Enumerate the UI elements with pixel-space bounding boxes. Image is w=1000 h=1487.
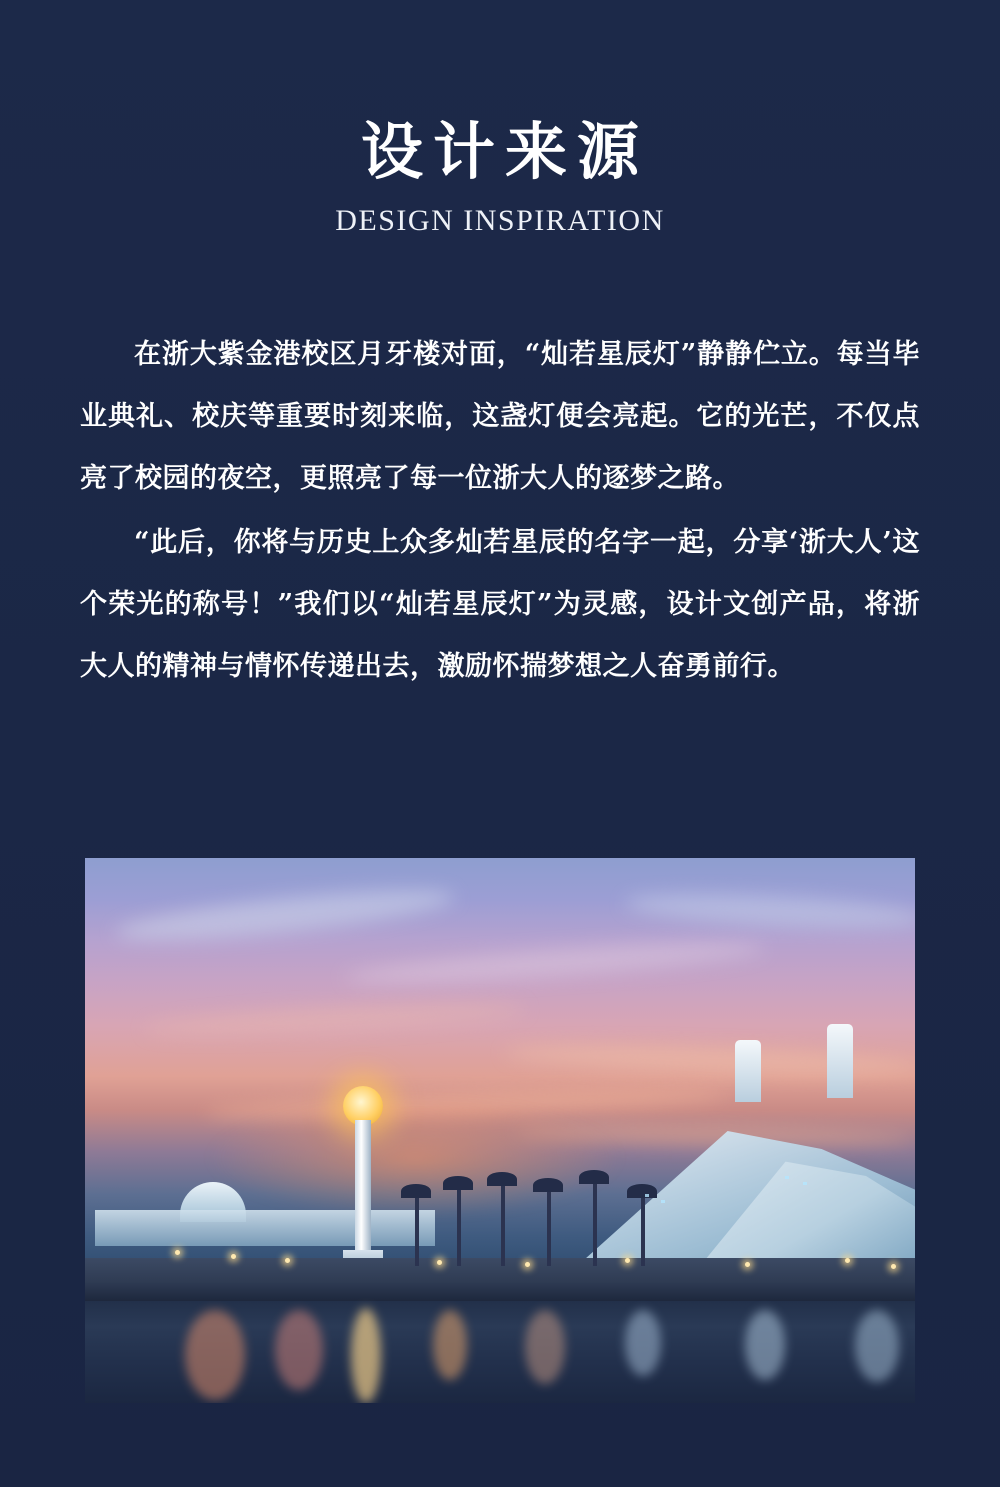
palm-tree xyxy=(457,1180,461,1266)
street-lamp xyxy=(845,1258,850,1263)
building-chimney xyxy=(735,1040,761,1102)
palm-tree xyxy=(501,1176,505,1266)
street-lamp xyxy=(437,1260,442,1265)
palm-tree xyxy=(415,1188,419,1266)
paragraph-1: 在浙大紫金港校区月牙楼对面，“灿若星辰灯”静静伫立。每当毕业典礼、校庆等重要时刻来临，这盏灯便会亮起。它的光芒，不仅点亮了校园的夜空，更照亮了每一位浙大人的逐梦之路。 xyxy=(80,339,920,495)
building-window xyxy=(661,1200,665,1203)
building-window xyxy=(645,1194,649,1197)
palm-tree xyxy=(593,1174,597,1266)
palm-frond xyxy=(401,1184,431,1198)
paragraph-2: “此后，你将与历史上众多灿若星辰的名字一起，分享‘浙大人’这个荣光的称号！”我们以“灿若星辰灯”为灵感，设计文创产品，将浙大人的精神与情怀传递出去，激励怀揣梦想之人奋勇前行。 xyxy=(80,527,920,683)
page-title: 设计来源 xyxy=(360,115,649,188)
street-lamp xyxy=(891,1264,896,1269)
palm-frond xyxy=(579,1170,609,1184)
inspiration-photo xyxy=(85,858,915,1403)
body-copy xyxy=(80,324,920,698)
street-lamp xyxy=(175,1250,180,1255)
water-reflection xyxy=(351,1308,381,1403)
street-lamp xyxy=(625,1258,630,1263)
water-reflection xyxy=(525,1310,565,1384)
building-window xyxy=(803,1182,807,1185)
page-header xyxy=(0,0,1000,238)
building-chimney xyxy=(827,1024,853,1098)
palm-frond xyxy=(443,1176,473,1190)
water-reflection xyxy=(433,1310,467,1380)
water-reflection xyxy=(185,1310,245,1400)
street-lamp xyxy=(231,1254,236,1259)
walkway xyxy=(95,1210,435,1246)
palm-frond xyxy=(487,1172,517,1186)
palm-frond xyxy=(627,1184,657,1198)
palm-tree xyxy=(641,1188,645,1266)
water-reflection xyxy=(275,1310,323,1390)
building-window xyxy=(785,1176,789,1179)
water-reflection xyxy=(625,1310,661,1376)
street-lamp xyxy=(285,1258,290,1263)
water-reflection xyxy=(855,1310,899,1382)
photo-scene xyxy=(85,858,915,1403)
water-reflection xyxy=(745,1310,785,1380)
lamp-tower xyxy=(355,1120,371,1268)
street-lamp xyxy=(525,1262,530,1267)
page-subtitle: DESIGN INSPIRATION xyxy=(335,204,665,238)
palm-tree xyxy=(547,1182,551,1266)
street-lamp xyxy=(745,1262,750,1267)
palm-frond xyxy=(533,1178,563,1192)
